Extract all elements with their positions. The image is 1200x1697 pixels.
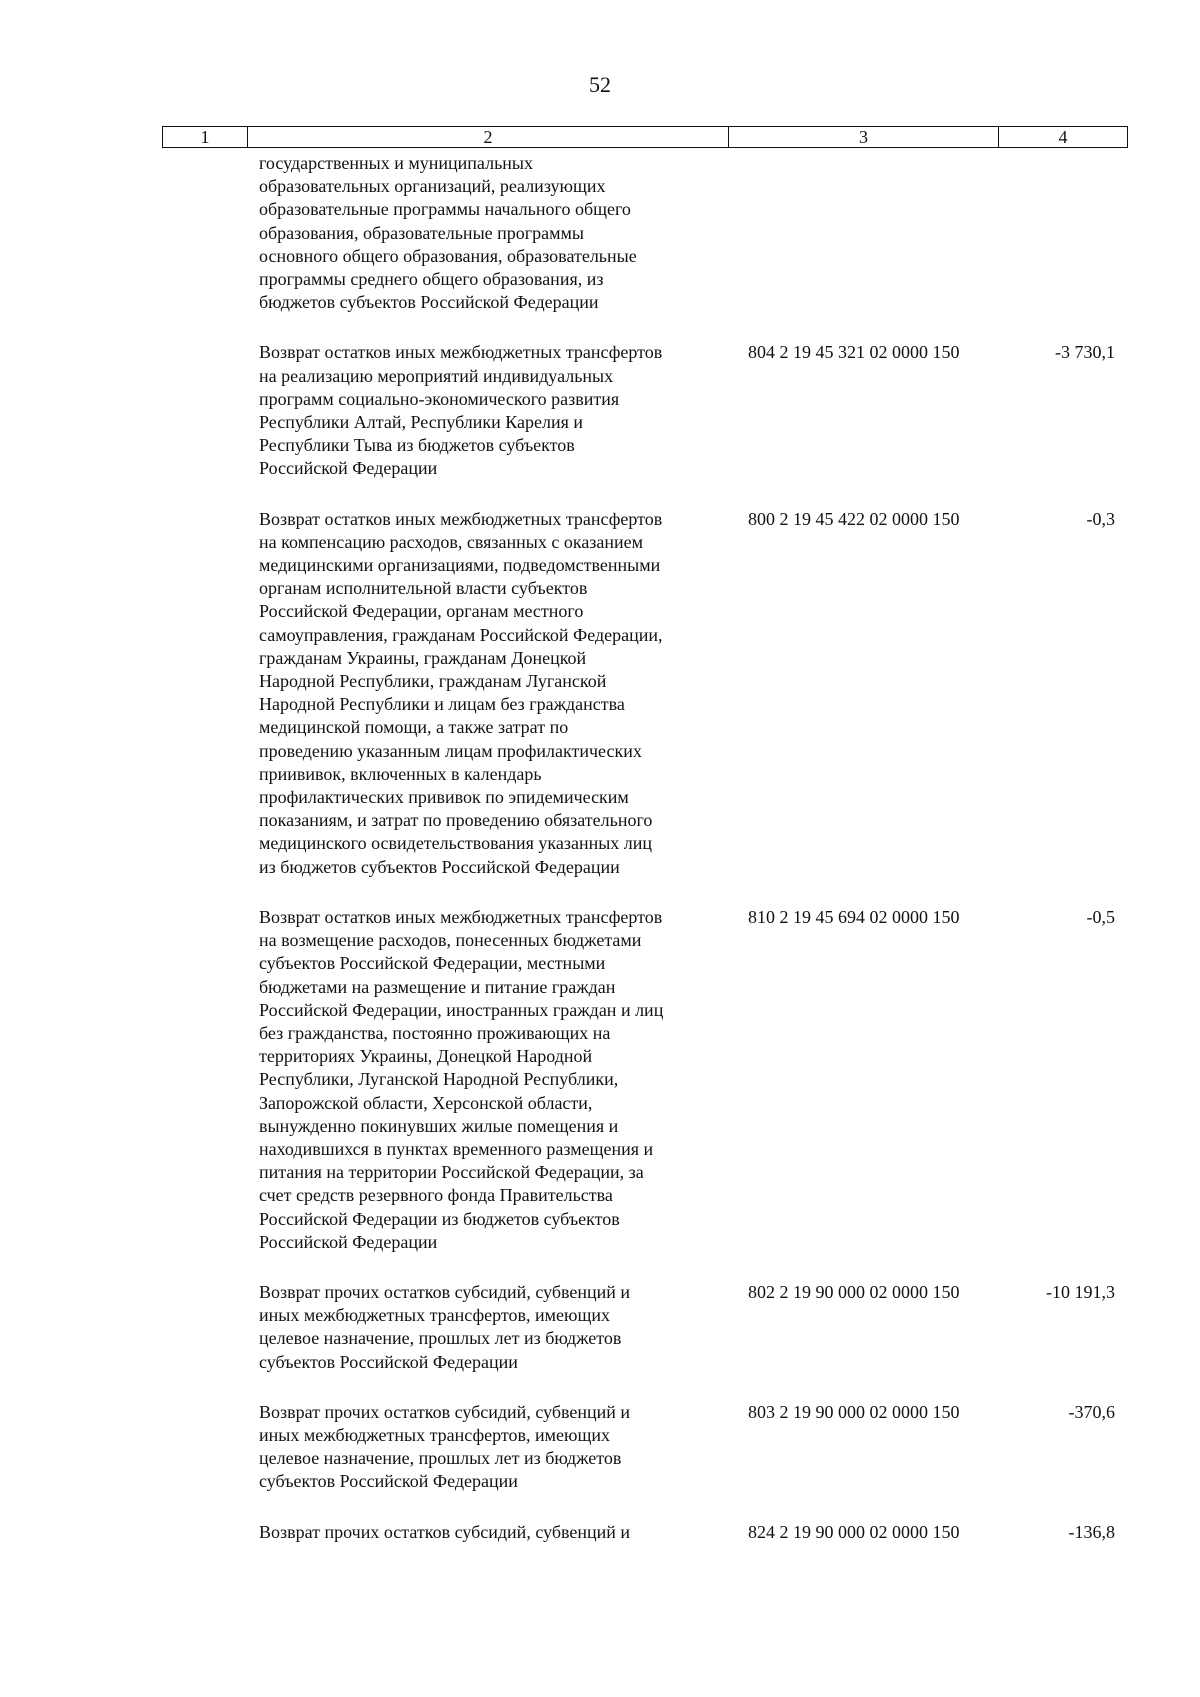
row-amount: -0,5 <box>1086 906 1115 927</box>
row-description: Возврат прочих остатков субсидий, субвенций и <box>259 1521 631 1542</box>
table-row <box>0 152 1200 314</box>
column-header-3: 3 <box>729 127 999 148</box>
row-spacer <box>0 314 1200 341</box>
table-row <box>0 341 1200 480</box>
page-number: 52 <box>589 72 611 97</box>
row-code: 800 2 19 45 422 02 0000 150 <box>748 508 960 529</box>
row-amount: -10 191,3 <box>1046 1281 1115 1302</box>
row-description: Возврат остатков иных межбюджетных трансфертов на реализацию мероприятий индивидуальных программ социально-экономического развития Республики Алтай, Республики Карелия и Республики Тыва из бюджетов субъектов Российской Федерации <box>259 342 663 479</box>
table-row <box>0 508 1200 879</box>
row-spacer <box>0 1374 1200 1401</box>
column-header-row <box>163 127 1128 148</box>
table-body <box>0 152 1200 1544</box>
row-description: Возврат прочих остатков субсидий, субвенций и иных межбюджетных трансфертов, имеющих целевое назначение, прошлых лет из бюджетов субъектов Российской Федерации <box>259 1401 631 1492</box>
column-header-2: 2 <box>248 127 729 148</box>
table-row <box>0 1281 1200 1374</box>
row-description: Возврат прочих остатков субсидий, субвенций и иных межбюджетных трансфертов, имеющих целевое назначение, прошлых лет из бюджетов субъектов Российской Федерации <box>259 1281 631 1372</box>
row-amount: -370,6 <box>1068 1401 1115 1422</box>
column-header-1: 1 <box>163 127 248 148</box>
table-row <box>0 906 1200 1254</box>
row-description: государственных и муниципальных образовательных организаций, реализующих образовательные программы начального общего образования, образовательные программы основного общего образования, образовательные программы среднего общего образования, из бюджетов субъектов Российской Федерации <box>259 153 637 313</box>
row-spacer <box>0 1254 1200 1281</box>
row-spacer <box>0 481 1200 508</box>
row-code: 804 2 19 45 321 02 0000 150 <box>748 342 960 363</box>
row-amount: -0,3 <box>1086 508 1115 529</box>
column-header-table <box>162 126 1128 148</box>
row-amount: -3 730,1 <box>1055 342 1115 363</box>
row-code: 824 2 19 90 000 02 0000 150 <box>748 1521 960 1542</box>
row-description: Возврат остатков иных межбюджетных трансфертов на компенсацию расходов, связанных с оказанием медицинскими организациями, подведомственными органам исполнительной власти субъектов Российской Федерации, органам местного самоуправления, гражданам Российской Федерации, гражданам Украины, гражданам Донецкой Народной Республики, гражданам Луганской Народной Республики и лицам без гражданства медицинской помощи, а также затрат по проведению указанным лицам профилактических приививок, включенных в календарь профилактических прививок по эпидемическим показаниям, и затрат по проведению обязательного медицинского освидетельствования указанных лиц из бюджетов субъектов Российской Федерации <box>259 508 663 877</box>
row-amount: -136,8 <box>1068 1521 1115 1542</box>
table-row <box>0 1401 1200 1494</box>
row-code: 810 2 19 45 694 02 0000 150 <box>748 906 960 927</box>
row-spacer <box>0 1494 1200 1521</box>
table-row <box>0 1521 1200 1544</box>
row-description: Возврат остатков иных межбюджетных трансфертов на возмещение расходов, понесенных бюджетами субъектов Российской Федерации, местными бюджетами на размещение и питание граждан Российской Федерации, иностранных граждан и лиц без гражданства, постоянно проживающих на территориях Украины, Донецкой Народной Республики, Луганской Народной Республики, Запорожской области, Херсонской области, вынужденно покинувших жилые помещения и находившихся в пунктах временного размещения и питания на территории Российской Федерации, за счет средств резервного фонда Правительства Российской Федерации из бюджетов субъектов Российской Федерации <box>259 906 664 1252</box>
column-header-4: 4 <box>999 127 1128 148</box>
row-code: 803 2 19 90 000 02 0000 150 <box>748 1401 960 1422</box>
row-code: 802 2 19 90 000 02 0000 150 <box>748 1281 960 1302</box>
row-spacer <box>0 879 1200 906</box>
